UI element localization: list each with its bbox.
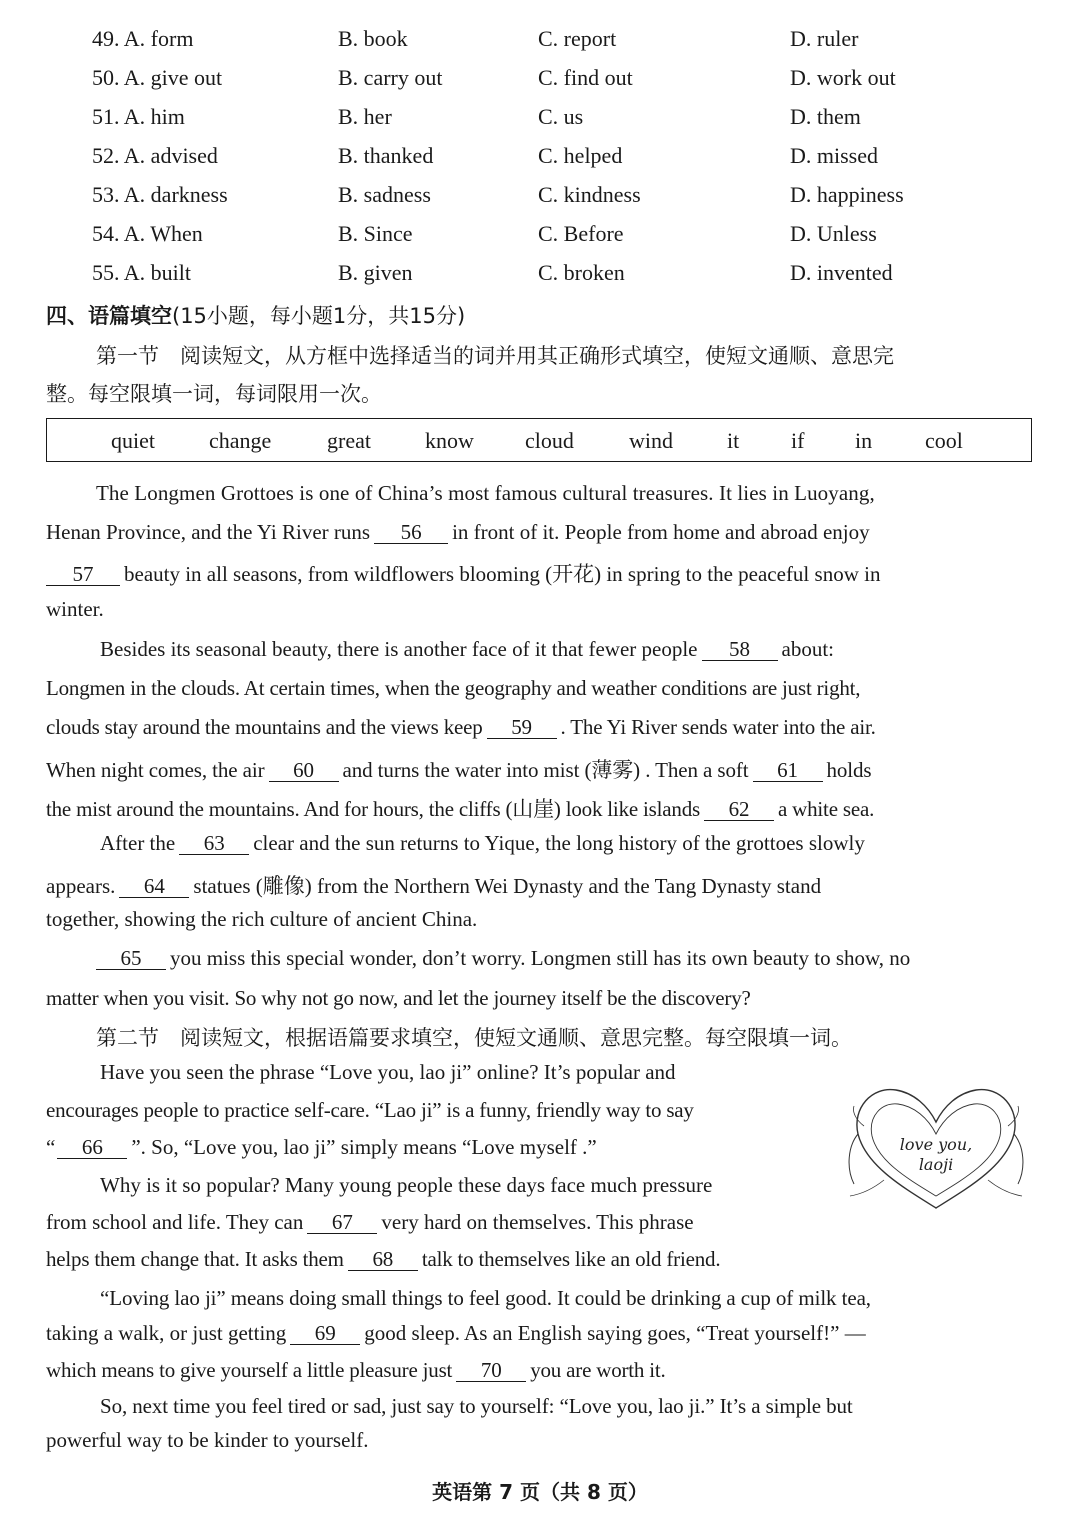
part1-instruction-2: 整。每空限填一词，每词限用一次。 (46, 382, 382, 406)
option-a: 49. A. form (92, 26, 194, 51)
option-row-53 (92, 182, 992, 218)
text: Henan Province, and the Yi River runs (46, 520, 371, 544)
option-d: D. them (790, 104, 861, 129)
blank-61: 61 (753, 759, 823, 782)
blank-66: 66 (57, 1136, 127, 1159)
word-bank-item: great (327, 428, 371, 453)
option-b: B. sadness (338, 182, 431, 207)
section-heading (46, 300, 1036, 330)
text: “ (46, 1135, 56, 1159)
blank-65: 65 (96, 947, 166, 970)
text: good sleep. As an English saying goes, “Treat yourself!” — (364, 1321, 866, 1345)
passage2-line: Why is it so popular? Many young people these days face much pressure (100, 1173, 713, 1197)
option-row-52 (92, 143, 992, 179)
option-d: D. happiness (790, 182, 904, 207)
word-bank-item: change (209, 428, 272, 453)
blank-64: 64 (119, 875, 189, 898)
word-bank-item: know (425, 428, 474, 453)
passage1-line (46, 793, 1036, 823)
word-bank-item: wind (629, 428, 673, 453)
passage1-line (46, 870, 1036, 900)
blank-60: 60 (269, 759, 339, 782)
section-scoring: (15小题，每小题1分，共15分) (172, 304, 466, 328)
passage2-line (46, 1321, 1036, 1346)
option-c: C. us (538, 104, 584, 129)
passage2-line (46, 1210, 832, 1235)
option-a: 52. A. advised (92, 143, 218, 168)
option-c: C. report (538, 26, 617, 51)
option-d: D. work out (790, 65, 896, 90)
blank-70: 70 (456, 1359, 526, 1382)
text: When night comes, the air (46, 758, 265, 782)
blank-57: 57 (46, 563, 120, 586)
text: very hard on themselves. This phrase (381, 1210, 694, 1234)
text: Besides its seasonal beauty, there is another face of it that fewer people (100, 637, 698, 661)
text: you are worth it. (530, 1358, 666, 1382)
option-d: D. invented (790, 260, 893, 285)
option-a: 51. A. him (92, 104, 185, 129)
option-row-49 (92, 26, 992, 62)
blank-67: 67 (307, 1211, 377, 1234)
text: which means to give yourself a little pleasure just (46, 1358, 453, 1382)
passage1-line: winter. (46, 597, 104, 621)
option-c: C. find out (538, 65, 633, 90)
option-b: B. carry out (338, 65, 443, 90)
blank-59: 59 (487, 716, 557, 739)
word-bank-item: quiet (111, 428, 155, 453)
option-row-50 (92, 65, 992, 101)
text: the mist around the mountains. And for hours, the cliffs (山崖) look like islands (46, 797, 700, 821)
word-bank-item: cloud (525, 428, 574, 453)
passage1-line (96, 946, 1032, 971)
part1-instruction-1: 第一节 阅读短文，从方框中选择适当的词并用其正确形式填空，使短文通顺、意思完 (96, 344, 894, 368)
section-title: 四、语篇填空 (46, 304, 172, 328)
word-bank-item: if (791, 428, 805, 453)
text: clear and the sun returns to Yique, the long history of the grottoes slowly (253, 831, 865, 855)
passage2-line (46, 1358, 1036, 1383)
option-row-54 (92, 221, 992, 257)
passage1-line (100, 831, 1036, 856)
passage1-line (100, 637, 1036, 662)
passage2-line (46, 1135, 832, 1160)
passage1-line: Longmen in the clouds. At certain times, when the geography and weather conditions are just right, (46, 676, 861, 700)
text: appears. (46, 874, 116, 898)
option-a: 53. A. darkness (92, 182, 228, 207)
text: about: (781, 637, 834, 661)
word-bank-item: cool (925, 428, 963, 453)
text: . The Yi River sends water into the air. (560, 715, 876, 739)
blank-69: 69 (290, 1322, 360, 1345)
option-c: C. broken (538, 260, 625, 285)
text: After the (100, 831, 176, 855)
blank-56: 56 (374, 521, 448, 544)
passage1-line: matter when you visit. So why not go now, and let the journey itself be the discovery? (46, 986, 751, 1010)
blank-63: 63 (179, 832, 249, 855)
blank-68: 68 (348, 1248, 418, 1271)
word-bank-item: in (855, 428, 873, 453)
option-b: B. thanked (338, 143, 434, 168)
passage1-line: together, showing the rich culture of ancient China. (46, 907, 478, 931)
option-a: 50. A. give out (92, 65, 223, 90)
text: a white sea. (777, 797, 875, 821)
option-c: C. Before (538, 221, 624, 246)
option-c: C. helped (538, 143, 623, 168)
option-c: C. kindness (538, 182, 641, 207)
option-b: B. given (338, 260, 413, 285)
option-a: 54. A. When (92, 221, 203, 246)
word-bank-box (46, 418, 1032, 462)
blank-62: 62 (704, 798, 774, 821)
part2-instruction: 第二节 阅读短文，根据语篇要求填空，使短文通顺、意思完整。每空限填一词。 (96, 1026, 852, 1050)
option-b: B. book (338, 26, 408, 51)
option-b: B. Since (338, 221, 413, 246)
passage2-line: Have you seen the phrase “Love you, lao ji” online? It’s popular and (100, 1060, 676, 1084)
passage1-line: The Longmen Grottoes is one of China’s most famous cultural treasures. It lies in Luoyang, (96, 481, 875, 505)
passage1-line (46, 754, 1036, 784)
text: you miss this special wonder, don’t worry. Longmen still has its own beauty to show, no (170, 946, 911, 970)
blank-58: 58 (702, 638, 778, 661)
heart-text-line2: laoji (918, 1155, 954, 1174)
option-d: D. Unless (790, 221, 877, 246)
passage2-line: So, next time you feel tired or sad, just say to yourself: “Love you, lao ji.” It’s a simple but (100, 1394, 853, 1418)
text: helps them change that. It asks them (46, 1247, 344, 1271)
option-row-55 (92, 260, 992, 296)
heart-text-line1: love you, (899, 1135, 973, 1154)
text: holds (826, 758, 872, 782)
heart-hands-illustration (844, 1076, 1028, 1216)
option-d: D. ruler (790, 26, 859, 51)
option-row-51 (92, 104, 992, 140)
page-footer: 英语第 7 页（共 8 页） (432, 1480, 648, 1504)
text: taking a walk, or just getting (46, 1321, 287, 1345)
text: beauty in all seasons, from wildflowers blooming (开花) in spring to the peaceful snow in (124, 562, 881, 586)
passage1-line (46, 558, 1036, 588)
passage2-line: powerful way to be kinder to yourself. (46, 1428, 369, 1452)
option-b: B. her (338, 104, 392, 129)
text: and turns the water into mist (薄雾) . Then a soft (342, 758, 749, 782)
text: talk to themselves like an old friend. (421, 1247, 721, 1271)
passage1-line (46, 715, 1036, 740)
option-a: 55. A. built (92, 260, 192, 285)
passage1-line (46, 520, 1036, 545)
text: in front of it. People from home and abroad enjoy (452, 520, 870, 544)
text: clouds stay around the mountains and the views keep (46, 715, 483, 739)
option-d: D. missed (790, 143, 878, 168)
word-bank-item: it (727, 428, 740, 453)
passage2-line: “Loving lao ji” means doing small things to feel good. It could be drinking a cup of milk tea, (100, 1286, 871, 1310)
passage2-line: encourages people to practice self-care. “Lao ji” is a funny, friendly way to say (46, 1098, 694, 1122)
text: ”. So, “Love you, lao ji” simply means “Love myself .” (131, 1135, 597, 1159)
passage2-line (46, 1247, 832, 1272)
text: statues (雕像) from the Northern Wei Dynasty and the Tang Dynasty stand (193, 874, 822, 898)
text: from school and life. They can (46, 1210, 304, 1234)
